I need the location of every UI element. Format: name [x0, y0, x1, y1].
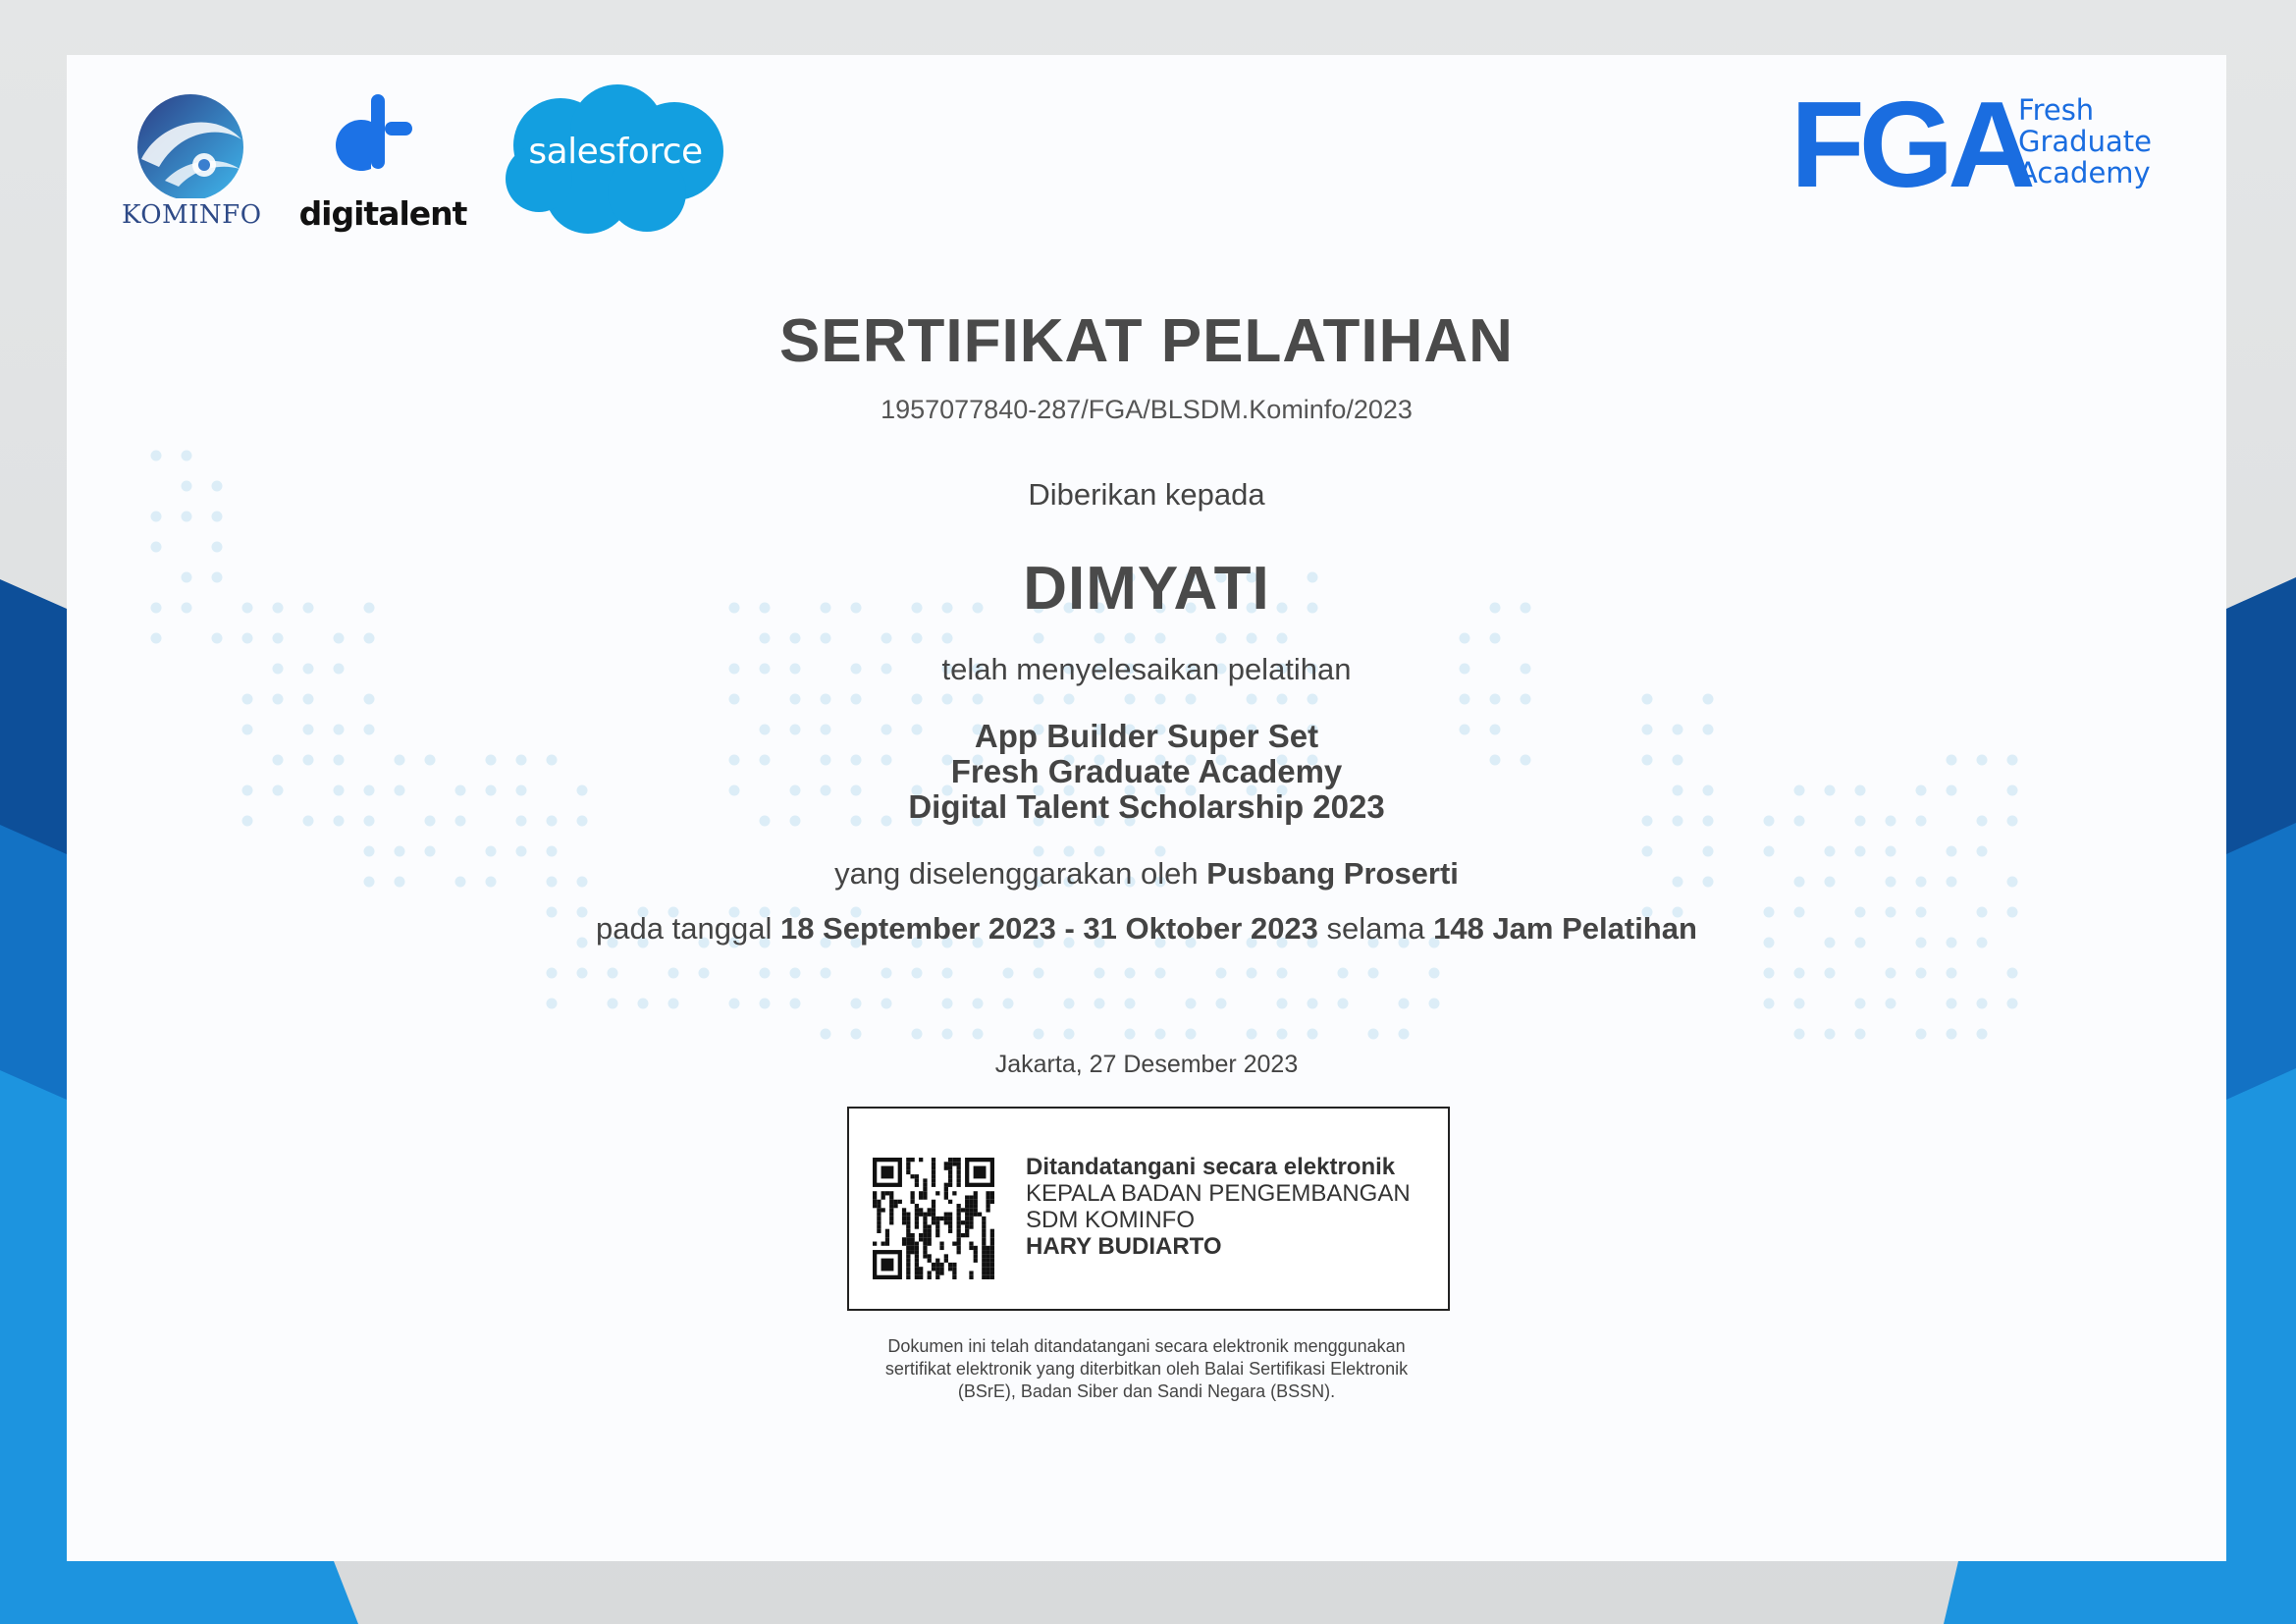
duration-label: selama	[1326, 911, 1425, 946]
fga-logo	[1790, 78, 2173, 213]
period-dates: 18 September 2023 - 31 Oktober 2023	[779, 911, 1318, 946]
place-date: Jakarta, 27 Desember 2023	[994, 1051, 1299, 1078]
certificate-number: 1957077840-287/FGA/BLSDM.Kominfo/2023	[881, 395, 1413, 424]
qr-code-icon	[873, 1158, 994, 1279]
recipient-name: DIMYATI	[1023, 555, 1270, 623]
signer-name: HARY BUDIARTO	[1026, 1233, 1222, 1260]
kominfo-emblem-icon	[122, 90, 259, 198]
given-to-label: Diberikan kepada	[1028, 477, 1265, 512]
course-line: Digital Talent Scholarship 2023	[908, 788, 1385, 825]
fga-logo-text	[2018, 94, 2175, 189]
signature-position: KEPALA BADAN PENGEMBANGAN	[1026, 1180, 1411, 1207]
organizer-label: yang diselenggarakan oleh	[834, 856, 1199, 891]
duration-value: 148 Jam Pelatihan	[1433, 911, 1697, 946]
footnote-line: (BSrE), Badan Siber dan Sandi Negara (BSSN).	[957, 1381, 1336, 1401]
organizer-line	[67, 856, 2226, 892]
salesforce-logo	[500, 81, 731, 242]
certificate-card	[67, 55, 2226, 1561]
digitalent-logo-text: digitalent	[298, 194, 467, 233]
course-title	[67, 719, 2226, 825]
kominfo-logo	[122, 90, 262, 238]
fga-logo-line: Graduate	[2018, 125, 2152, 158]
organizer-name: Pusbang Proserti	[1206, 856, 1459, 891]
fga-logo-line: Fresh	[2018, 93, 2095, 127]
period-prefix: pada tanggal	[596, 911, 773, 946]
footnote-line: sertifikat elektronik yang diterbitkan oleh Balai Sertifikasi Elektronik	[884, 1359, 1409, 1379]
electronic-signature-box	[847, 1107, 1450, 1311]
fga-logo-abbr: FGA	[1790, 78, 2030, 213]
period-line	[67, 911, 2226, 947]
digitalent-mark-icon	[294, 92, 471, 190]
footnote-line: Dokumen ini telah ditandatangani secara elektronik menggunakan	[887, 1336, 1406, 1356]
signature-status: Ditandatangani secara elektronik	[1026, 1154, 1396, 1180]
course-line: App Builder Super Set	[974, 718, 1319, 754]
signature-text	[1026, 1154, 1438, 1260]
salesforce-logo-text: salesforce	[528, 132, 703, 172]
kominfo-logo-text: KOMINFO	[122, 200, 262, 230]
course-line: Fresh Graduate Academy	[950, 753, 1343, 789]
digitalent-logo	[294, 92, 471, 240]
footnote	[803, 1335, 1490, 1403]
completed-label: telah menyelesaikan pelatihan	[941, 652, 1352, 686]
fga-logo-line: Academy	[2018, 156, 2151, 189]
signature-position: SDM KOMINFO	[1026, 1207, 1195, 1233]
certificate-title: SERTIFIKAT PELATIHAN	[779, 307, 1514, 375]
